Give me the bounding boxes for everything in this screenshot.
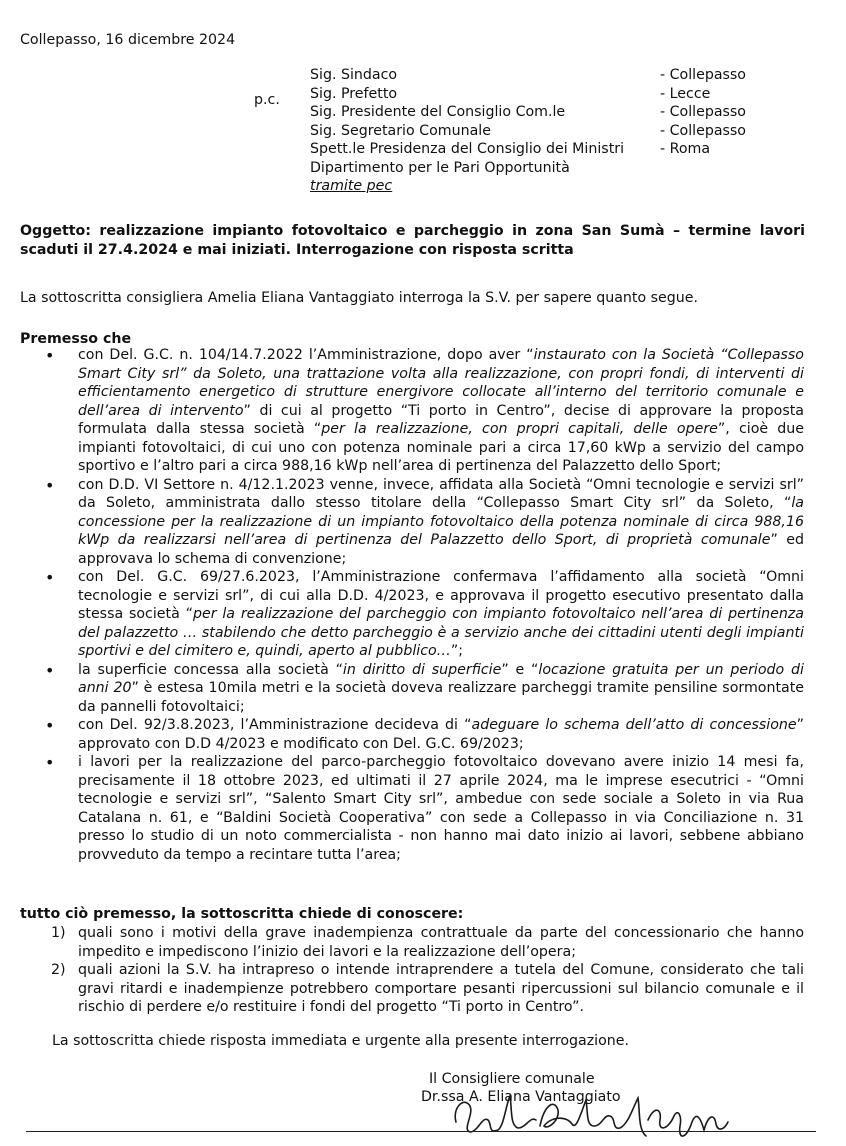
closing-paragraph: La sottoscritta chiede risposta immediata e urgente alla presente interrogazione. bbox=[52, 1033, 630, 1049]
bullet-text: ”; bbox=[450, 643, 464, 659]
quoted-text: per la realizzazione del parcheggio con impianto fotovoltaico nell’area di pertinenza del palazzetto … stabilendo che detto parcheggio è a servizio anche dei cittadini utenti degli impianti sportivi e del cimitero e, quindi, aperto al pubblico… bbox=[78, 606, 804, 659]
request-heading: tutto ciò premesso, la sottoscritta chiede di conoscere: bbox=[20, 906, 464, 922]
bullet-text: ”, cioè due impianti fotovoltaici, di cui uno con potenza nominale pari a circa 17,60 kWp a servizio del campo sportivo e l’altro pari a circa 988,16 kWp nell’area di pertinenza del Palazzetto dello Sport; bbox=[78, 421, 805, 474]
list-item bbox=[78, 568, 804, 661]
question-text: quali azioni la S.V. ha intrapreso o intende intraprendere a tutela del Comune, considerato che tali gravi ritardi e inadempienze potrebbero comportare pesanti ripercussioni sul bilancio comunale e il rischio di perdere e/o restituire i fondi del progetto “Ti porto in Centro”. bbox=[78, 962, 804, 1015]
recipient-row bbox=[310, 140, 810, 159]
signature-title: Il Consigliere comunale bbox=[429, 1071, 595, 1087]
list-item bbox=[78, 716, 804, 753]
question-number: 1) bbox=[51, 925, 66, 941]
recipient-row bbox=[310, 177, 810, 196]
bullet-text: con Del. G.C. n. 104/14.7.2022 l’Amministrazione, dopo aver “ bbox=[78, 347, 534, 363]
list-item bbox=[78, 661, 804, 717]
question-list bbox=[51, 924, 804, 1017]
bullet-text: ” approvato con D.D 4/2023 e modificato con Del. G.C. 69/2023; bbox=[78, 717, 805, 752]
list-item bbox=[78, 753, 804, 864]
question-number: 2) bbox=[51, 962, 66, 978]
recipient-name: Sig. Sindaco bbox=[310, 67, 398, 83]
recipient-row bbox=[310, 103, 810, 122]
quoted-text: adeguare lo schema dell’atto di concessione bbox=[471, 717, 797, 733]
bullet-text: con Del. 92/3.8.2023, l’Amministrazione decideva di “ bbox=[78, 717, 472, 733]
recipient-name: Sig. Presidente del Consiglio Com.le bbox=[310, 104, 566, 120]
recipient-row bbox=[310, 122, 810, 141]
recipient-place: - Collepasso bbox=[660, 104, 746, 120]
recipient-list bbox=[310, 66, 810, 196]
bullet-text: con Del. G.C. 69/27.6.2023, l’Amministrazione confermava l’affidamento alla società “Omni tecnologie e servizi srl”, di cui alla D.D. 4/2023, e approvava il progetto esecutivo presentato dalla stessa società “ bbox=[78, 569, 804, 622]
quoted-text: instaurato con la Società “Collepasso Smart City srl” da Soleto, una trattazione volta alla realizzazione, con propri fondi, di interventi di efficientamento energetico di strutture energivore collocate all’interno del territorio comunale e dell’area di intervento bbox=[78, 347, 804, 419]
tramite-pec: tramite pec bbox=[310, 178, 393, 194]
date-line: Collepasso, 16 dicembre 2024 bbox=[20, 32, 236, 48]
list-item bbox=[78, 476, 804, 569]
recipient-place: - Lecce bbox=[660, 85, 711, 102]
bullet-text: ” e “ bbox=[501, 661, 539, 678]
question-text: quali sono i motivi della grave inadempienza contrattuale da parte del concessionario che hanno impedito e impediscono l’inizio dei lavori e la realizzazione dell’opera; bbox=[78, 925, 804, 960]
recipient-row bbox=[310, 159, 810, 178]
premesso-heading: Premesso che bbox=[20, 331, 132, 347]
list-item bbox=[78, 346, 804, 476]
recipient-row bbox=[310, 85, 810, 104]
subject-line: Oggetto: realizzazione impianto fotovoltaico e parcheggio in zona San Sumà – termine lavori scaduti il 27.4.2024 e mai iniziati. Interrogazione con risposta scritta bbox=[20, 223, 805, 258]
recipient-row bbox=[310, 66, 810, 85]
recipient-name: Spett.le Presidenza del Consiglio dei Ministri bbox=[310, 141, 625, 157]
recipient-name: Sig. Prefetto bbox=[310, 85, 398, 102]
list-item bbox=[51, 924, 804, 961]
quoted-text: locazione gratuita per un periodo di anni 20 bbox=[78, 661, 804, 696]
bottom-divider bbox=[26, 1131, 816, 1132]
handwritten-signature bbox=[448, 1086, 738, 1144]
pc-label: p.c. bbox=[254, 92, 280, 108]
intro-paragraph: La sottoscritta consigliera Amelia Eliana Vantaggiato interroga la S.V. per sapere quanto segue. bbox=[20, 290, 698, 306]
bullet-text: ” è estesa 10mila metri e la società doveva realizzare parcheggi tramite pensiline sormontate da pannelli fotovoltaici; bbox=[78, 680, 805, 715]
bullet-text: ” ed approvava lo schema di convenzione; bbox=[78, 532, 804, 567]
recipient-place: - Collepasso bbox=[660, 67, 746, 83]
quoted-text: per la realizzazione, con propri capitali, delle opere bbox=[321, 421, 718, 437]
recipient-place: - Collepasso bbox=[660, 122, 746, 139]
recipient-place: - Roma bbox=[660, 141, 711, 157]
quoted-text: in diritto di superficie bbox=[342, 661, 502, 678]
bullet-text: i lavori per la realizzazione del parco-parcheggio fotovoltaico dovevano avere inizio 14 mesi fa, precisamente il 18 ottobre 2023, ed ultimati il 27 aprile 2024, ma le imprese esecutrici - “Omni tecnologie e servizi srl”, “Salento Smart City srl”, ambedue con sede sociale a Soleto in via Rua Catalana n. 61, e “Baldini Società Cooperativa” con sede a Collepasso in via Conciliazione n. 31 presso lo studio di un noto commercialista - non hanno mai dato inizio ai lavori, sebbene abbiano provveduto da tempo a recintare tutta l’area; bbox=[78, 754, 804, 863]
recipient-name: Dipartimento per le Pari Opportunità bbox=[310, 159, 570, 176]
bullet-text: con D.D. VI Settore n. 4/12.1.2023 venne, invece, affidata alla Società “Omni tecnologie e servizi srl” da Soleto, amministrata dallo stesso titolare della “Collepasso Smart City srl” da Soleto, “ bbox=[78, 476, 804, 511]
premesso-list bbox=[78, 346, 804, 864]
bullet-text: la superficie concessa alla società “ bbox=[78, 661, 343, 678]
signature-name: Dr.ssa A. Eliana Vantaggiato bbox=[421, 1089, 621, 1105]
bullet-text: ” di cui al progetto “Ti porto in Centro”, decise di approvare la proposta formulata dalla stessa società “ bbox=[78, 402, 804, 437]
recipient-name: Sig. Segretario Comunale bbox=[310, 122, 491, 139]
list-item bbox=[51, 961, 804, 1017]
quoted-text: la concessione per la realizzazione di un impianto fotovoltaico della potenza nominale di circa 988,16 kWp da realizzarsi nell’area di pertinenza del Palazzetto dello Sport, di proprietà comunale bbox=[78, 495, 804, 548]
